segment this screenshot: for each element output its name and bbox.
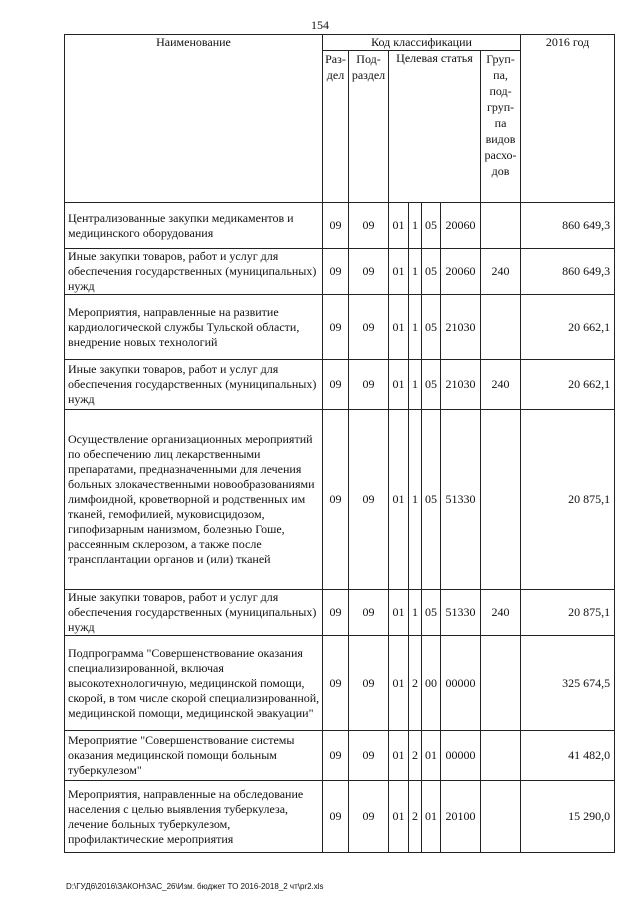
row-amount: 41 482,0	[521, 731, 615, 781]
row-target-subprogram: 1	[409, 249, 422, 295]
row-target-activity: 01	[422, 731, 441, 781]
row-target-direction: 21030	[441, 360, 481, 410]
row-podrazdel: 09	[349, 203, 389, 249]
row-name: Подпрограмма "Совершенствование оказания специализированной, включая высокотехнологичную, медицинской помощи, скорой, в том числе скорой специализированной, медицинской помощи, медицинской эвакуации"	[65, 636, 323, 731]
row-amount: 325 674,5	[521, 636, 615, 731]
table-row	[65, 295, 615, 360]
header-podrazdel: Под- раздел	[349, 51, 389, 203]
row-razdel: 09	[323, 295, 349, 360]
row-target-subprogram: 1	[409, 203, 422, 249]
row-target-subprogram: 1	[409, 360, 422, 410]
table-row	[65, 360, 615, 410]
row-target-program: 01	[389, 410, 409, 590]
row-expense-group	[481, 203, 521, 249]
row-name: Мероприятия, направленные на развитие кардиологической службы Тульской области, внедрение новых технологий	[65, 295, 323, 360]
row-podrazdel: 09	[349, 295, 389, 360]
row-razdel: 09	[323, 731, 349, 781]
row-target-activity: 05	[422, 410, 441, 590]
budget-table	[64, 34, 615, 853]
row-podrazdel: 09	[349, 781, 389, 853]
row-name: Иные закупки товаров, работ и услуг для обеспечения государственных (муниципальных) нужд	[65, 360, 323, 410]
row-name: Иные закупки товаров, работ и услуг для обеспечения государственных (муниципальных) нужд	[65, 590, 323, 636]
row-razdel: 09	[323, 410, 349, 590]
row-razdel: 09	[323, 590, 349, 636]
file-path-footer: D:\ГУД6\2016\ЗАКОН\ЗАС_26\Изм. бюджет ТО 2016-2018_2 чт\pr2.xls	[66, 882, 324, 891]
row-podrazdel: 09	[349, 731, 389, 781]
row-podrazdel: 09	[349, 590, 389, 636]
row-expense-group: 240	[481, 590, 521, 636]
row-razdel: 09	[323, 249, 349, 295]
row-target-program: 01	[389, 590, 409, 636]
row-razdel: 09	[323, 360, 349, 410]
row-target-activity: 05	[422, 295, 441, 360]
row-podrazdel: 09	[349, 360, 389, 410]
row-name: Централизованные закупки медикаментов и медицинского оборудования	[65, 203, 323, 249]
row-target-program: 01	[389, 360, 409, 410]
row-target-subprogram: 2	[409, 636, 422, 731]
row-target-program: 01	[389, 636, 409, 731]
row-razdel: 09	[323, 781, 349, 853]
table-row	[65, 636, 615, 731]
row-target-program: 01	[389, 203, 409, 249]
row-target-subprogram: 1	[409, 410, 422, 590]
row-expense-group	[481, 636, 521, 731]
row-target-direction: 20060	[441, 249, 481, 295]
row-amount: 20 662,1	[521, 360, 615, 410]
row-podrazdel: 09	[349, 410, 389, 590]
row-target-subprogram: 2	[409, 781, 422, 853]
row-target-subprogram: 2	[409, 731, 422, 781]
table-row	[65, 590, 615, 636]
row-amount: 20 662,1	[521, 295, 615, 360]
row-target-direction: 21030	[441, 295, 481, 360]
row-target-activity: 05	[422, 203, 441, 249]
row-target-activity: 05	[422, 590, 441, 636]
table-row	[65, 410, 615, 590]
header-classification-code: Код классификации	[323, 35, 521, 51]
row-amount: 20 875,1	[521, 590, 615, 636]
header-expense-group: Груп- па, под- груп- па видов расхо- дов	[481, 51, 521, 203]
row-name: Мероприятия, направленные на обследование населения с целью выявления туберкулеза, лечение больных туберкулезом, профилактические мероприятия	[65, 781, 323, 853]
row-target-program: 01	[389, 731, 409, 781]
row-target-direction: 51330	[441, 410, 481, 590]
row-target-direction: 00000	[441, 731, 481, 781]
row-name: Мероприятие "Совершенствование системы оказания медицинской помощи больным туберкулезом"	[65, 731, 323, 781]
row-name: Осуществление организационных мероприятий по обеспечению лиц лекарственными препаратами, предназначенными для лечения больных злокачественными новообразованиями лимфоидной, кроветворной и родственных им тканей, гемофилией, муковисцидозом, гипофизарным нанизмом, болезнью Гоше, рассеянным склерозом, а также после трансплантации органов и (или) тканей	[65, 410, 323, 590]
row-razdel: 09	[323, 636, 349, 731]
header-year: 2016 год	[521, 35, 615, 203]
row-target-program: 01	[389, 295, 409, 360]
table-row	[65, 203, 615, 249]
row-name: Иные закупки товаров, работ и услуг для обеспечения государственных (муниципальных) нужд	[65, 249, 323, 295]
row-target-direction: 00000	[441, 636, 481, 731]
row-target-activity: 00	[422, 636, 441, 731]
row-expense-group: 240	[481, 249, 521, 295]
row-amount: 15 290,0	[521, 781, 615, 853]
header-razdel: Раз- дел	[323, 51, 349, 203]
row-target-direction: 20100	[441, 781, 481, 853]
row-expense-group	[481, 410, 521, 590]
row-expense-group	[481, 781, 521, 853]
header-name: Наименование	[65, 35, 323, 203]
row-target-program: 01	[389, 781, 409, 853]
row-amount: 860 649,3	[521, 203, 615, 249]
row-target-activity: 05	[422, 249, 441, 295]
row-razdel: 09	[323, 203, 349, 249]
row-target-activity: 05	[422, 360, 441, 410]
table-row	[65, 731, 615, 781]
row-target-program: 01	[389, 249, 409, 295]
row-expense-group	[481, 295, 521, 360]
table-row	[65, 781, 615, 853]
row-target-subprogram: 1	[409, 295, 422, 360]
header-target-article: Целевая статья	[389, 51, 481, 203]
row-target-activity: 01	[422, 781, 441, 853]
row-target-direction: 20060	[441, 203, 481, 249]
row-target-direction: 51330	[441, 590, 481, 636]
row-amount: 20 875,1	[521, 410, 615, 590]
row-target-subprogram: 1	[409, 590, 422, 636]
row-podrazdel: 09	[349, 249, 389, 295]
table-row	[65, 249, 615, 295]
page-number: 154	[311, 18, 329, 32]
row-expense-group: 240	[481, 360, 521, 410]
row-podrazdel: 09	[349, 636, 389, 731]
row-amount: 860 649,3	[521, 249, 615, 295]
row-expense-group	[481, 731, 521, 781]
